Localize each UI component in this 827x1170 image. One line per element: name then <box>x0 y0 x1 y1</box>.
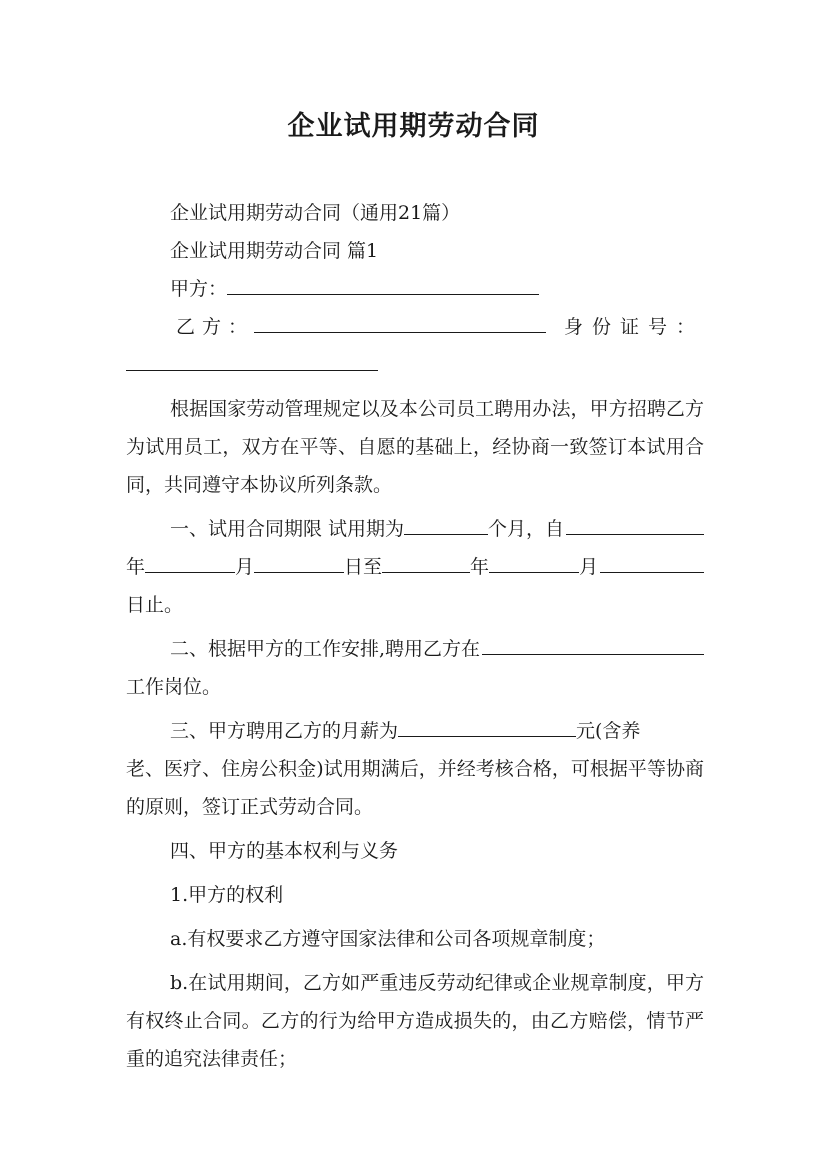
clause4-1-heading: 1.甲方的权利 <box>170 884 284 906</box>
clause1-end-month-blank <box>489 550 579 573</box>
clause3-salary-blank <box>398 714 576 737</box>
clause1-row2 <box>126 548 704 586</box>
clause2-tail: 工作岗位。 <box>126 676 222 698</box>
clause4-1-b: b.在试用期间，乙方如严重违反劳动纪律或企业规章制度，甲方有权终止合同。乙方的行为给甲方造成损失的，由乙方赔偿，情节严重的追究法律责任； <box>126 972 704 1070</box>
party-b-label: 乙方： <box>176 316 255 338</box>
clause3-lead: 三、甲方聘用乙方的月薪为 <box>170 720 399 742</box>
party-b-blank <box>254 310 546 333</box>
clause2-row1 <box>126 630 704 668</box>
clause1-end-day-blank <box>600 548 704 573</box>
clause1-month-unit: 个月，自 <box>488 518 565 540</box>
clause3-row1 <box>126 712 704 750</box>
id-label: 身份证号： <box>563 316 704 338</box>
clause2-lead: 二、根据甲方的工作安排,聘用乙方在 <box>170 638 481 660</box>
clause2-position-blank <box>482 630 704 655</box>
party-a-row <box>126 270 704 308</box>
clause3-tail: 老、医疗、住房公积金)试用期满后，并经考核合格，可根据平等协商的原则，签订正式劳动合同。 <box>126 758 704 818</box>
clause1-year-1: 年 <box>126 556 146 578</box>
clause1-start-year-blank <box>566 510 704 535</box>
clause1-row1 <box>126 510 704 548</box>
clause1-row3: 日止。 <box>126 594 184 616</box>
clause1-day-to: 日至 <box>344 556 383 578</box>
clause1-lead: 一、试用合同期限 试用期为 <box>170 518 405 540</box>
document-title: 企业试用期劳动合同 <box>287 111 540 142</box>
id-number-row <box>126 346 704 384</box>
clause1-month-2: 月 <box>579 556 599 578</box>
document-subtitle: 企业试用期劳动合同（通用21篇） <box>170 202 461 224</box>
document-body <box>126 194 704 1078</box>
clause1-start-day-blank <box>254 550 344 573</box>
clause3-unit: 元(含养 <box>576 720 641 742</box>
clause1-months-blank <box>404 512 488 535</box>
party-b-row <box>126 308 704 346</box>
clause4-1-a: a.有权要求乙方遵守国家法律和公司各项规章制度； <box>170 928 606 950</box>
clause1-year-2: 年 <box>470 556 490 578</box>
clause1-start-month-blank <box>145 550 235 573</box>
party-a-blank <box>227 272 539 295</box>
section-heading: 企业试用期劳动合同 篇1 <box>170 240 379 262</box>
intro-paragraph: 根据国家劳动管理规定以及本公司员工聘用办法，甲方招聘乙方为试用员工，双方在平等、自愿的基础上，经协商一致签订本试用合同，共同遵守本协议所列条款。 <box>126 398 704 496</box>
clause1-end-year-blank <box>382 550 470 573</box>
party-a-label: 甲方： <box>170 278 228 300</box>
id-number-blank <box>126 348 378 371</box>
clause1-month-1: 月 <box>235 556 255 578</box>
clause4-heading: 四、甲方的基本权利与义务 <box>170 840 399 862</box>
